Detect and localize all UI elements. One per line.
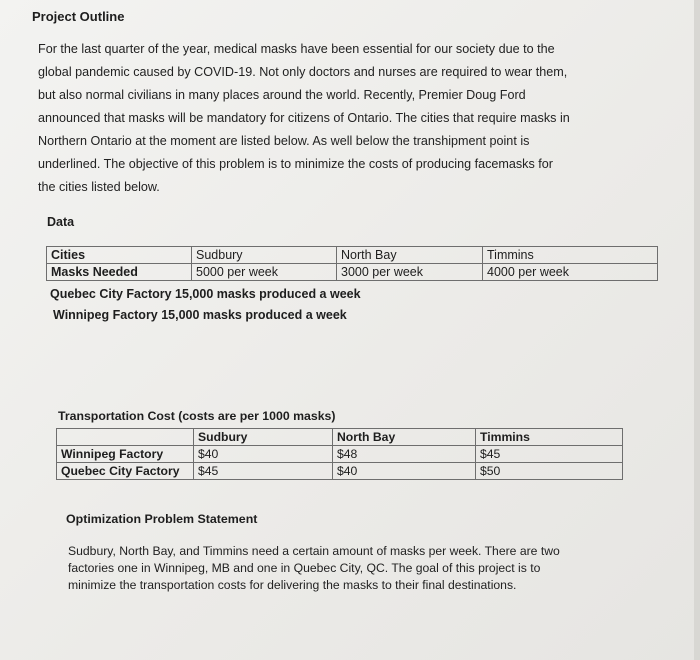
outline-line: but also normal civilians in many places around the world. Recently, Premier Doug Ford [38,88,526,102]
factory-line: Quebec City Factory 15,000 masks produced a week [50,287,361,301]
transport-title: Transportation Cost (costs are per 1000 masks) [58,409,336,423]
table-cell: Winnipeg Factory [57,446,194,463]
outline-line: announced that masks will be mandatory for citizens of Ontario. The cities that require masks in [38,111,570,125]
table-cell: Sudbury [192,247,337,264]
outline-line: global pandemic caused by COVID-19. Not only doctors and nurses are required to wear them, [38,65,568,79]
table-cell: $45 [476,446,623,463]
table-cell: 3000 per week [337,264,483,281]
optimization-line: Sudbury, North Bay, and Timmins need a certain amount of masks per week. There are two [68,544,560,558]
table-cell: Timmins [476,429,623,446]
optimization-title: Optimization Problem Statement [66,512,258,526]
table-cell: $48 [333,446,476,463]
table-cell: $45 [194,463,333,480]
outline-line: the cities listed below. [38,180,160,194]
table-row [57,429,623,446]
table-cell: Cities [47,247,192,264]
outline-line: underlined. The objective of this problem is to minimize the costs of producing facemasks for [38,157,553,171]
outline-line: Northern Ontario at the moment are listed below. As well below the transhipment point is [38,134,530,148]
table-cell: Sudbury [194,429,333,446]
table-cell: Masks Needed [47,264,192,281]
transport-cost-table [56,428,623,480]
page-edge-shadow [694,0,700,660]
table-cell: $40 [194,446,333,463]
optimization-line: minimize the transportation costs for delivering the masks to their final destinations. [68,578,517,592]
factory-line: Winnipeg Factory 15,000 masks produced a week [53,308,347,322]
table-cell: $40 [333,463,476,480]
table-row [57,446,623,463]
table-cell: North Bay [337,247,483,264]
table-cell: North Bay [333,429,476,446]
table-cell [57,429,194,446]
table-row [47,264,658,281]
optimization-paragraph [68,543,658,594]
table-cell: 4000 per week [483,264,658,281]
table-cell: Timmins [483,247,658,264]
table-row [47,247,658,264]
project-outline-paragraph [38,38,648,199]
optimization-line: factories one in Winnipeg, MB and one in Quebec City, QC. The goal of this project is to [68,561,541,575]
outline-line: For the last quarter of the year, medical masks have been essential for our society due to the [38,42,555,56]
table-cell: $50 [476,463,623,480]
project-outline-title: Project Outline [32,9,125,24]
masks-needed-table [46,246,658,281]
data-title: Data [47,215,75,229]
table-cell: 5000 per week [192,264,337,281]
table-row [57,463,623,480]
table-cell: Quebec City Factory [57,463,194,480]
